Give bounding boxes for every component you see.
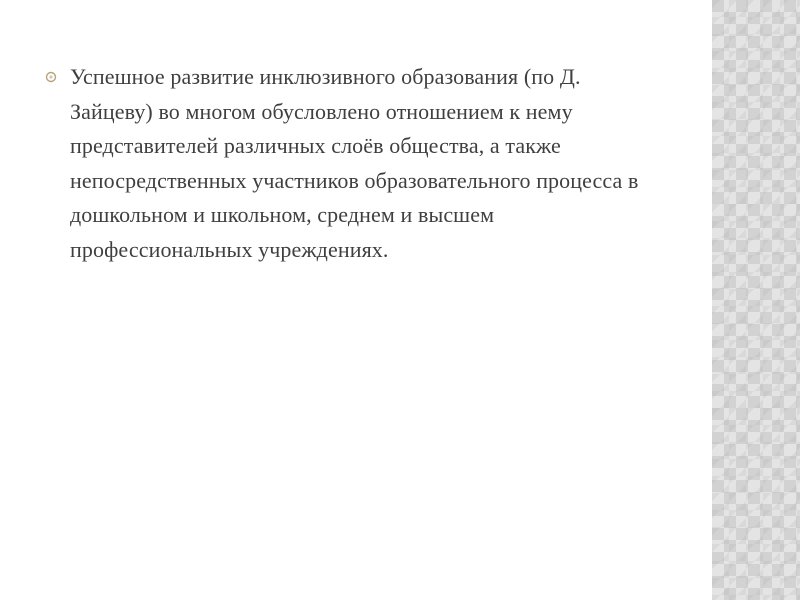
- bullet-item: [44, 60, 664, 267]
- bullet-text: Успешное развитие инклюзивного образования (по Д. Зайцеву) во многом обусловлено отношением к нему представителей различных слоёв общества, а также непосредственных участников образовательного процесса в дошкольном и школьном, среднем и высшем профессиональных учреждениях.: [70, 64, 639, 262]
- circle-bullet-icon: [44, 60, 70, 94]
- decorative-pattern-band: [712, 0, 800, 600]
